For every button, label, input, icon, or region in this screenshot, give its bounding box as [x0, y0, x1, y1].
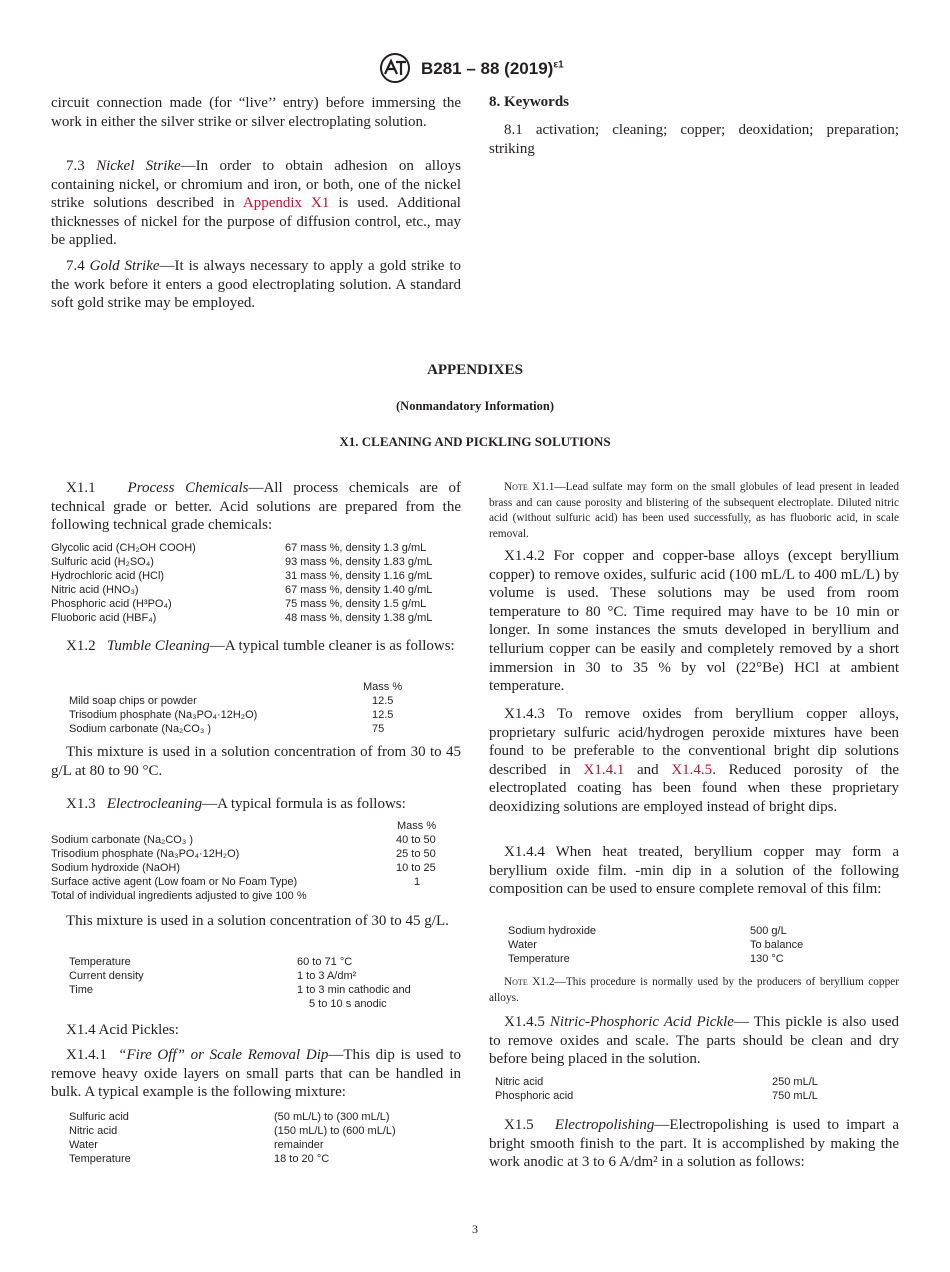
table-row: Sodium carbonate (Na₂CO₃ ) 75	[69, 723, 385, 735]
table-row: Nitric acid (HNO₃) 67 mass %, density 1.40 g/mL	[51, 584, 433, 596]
table-row: Fluoboric acid (HBF₄) 48 mass %, density 1.38 g/mL	[51, 612, 433, 624]
table-header: Mass %	[363, 681, 403, 693]
table-row: Time 1 to 3 min cathodic and	[69, 984, 411, 996]
section-7-3: 7.3 Nickel Strike—In order to obtain adhesion on alloys containing nickel, or chromium and iron, or both, one of the nickel strike solutions described in Appendix X1 is used. Additional thicknesses of nickel for the purpose of diffusion control, etc., may be applied.	[51, 158, 461, 249]
table-row: Sodium hydroxide (NaOH) 10 to 25	[51, 862, 436, 874]
electrocleaning-table	[51, 819, 461, 903]
table-row: 5 to 10 s anodic	[309, 998, 387, 1010]
nitric-phosphoric-table	[495, 1075, 900, 1103]
page-number: 3	[472, 1222, 478, 1236]
para-continuation: circuit connection made (for “live’’ entry) before immersing the work in either the silver strike or silver electroplating solution.	[51, 95, 461, 130]
table-row: Sulfuric acid (50 mL/L) to (300 mL/L)	[69, 1111, 390, 1123]
table-row: Trisodium phosphate (Na₃PO₄·12H₂O) 25 to 50	[51, 848, 436, 860]
note-x1-2: Note X1.2—This procedure is normally used by the producers of beryllium copper alloys.	[489, 976, 899, 1004]
section-7-4: 7.4 Gold Strike—It is always necessary to apply a gold strike to the work before it enters a good electroplating solution. A standard soft gold strike may be employed.	[51, 258, 462, 312]
table-row: Sulfuric acid (H₂SO₄) 93 mass %, density 1.83 g/mL	[51, 556, 433, 568]
table-row: Nitric acid 250 mL/L	[495, 1076, 818, 1088]
table-row: Nitric acid (150 mL/L) to (600 mL/L)	[69, 1125, 396, 1137]
x1-4-5-paragraph: X1.4.5 Nitric-Phosphoric Acid Pickle— This pickle is also used to remove oxides and scale. The parts should be clean and dry before being placed in the solution.	[489, 1014, 899, 1068]
beryllium-table	[508, 924, 900, 966]
x1-3-paragraph: X1.3 Electrocleaning—A typical formula is as follows:	[66, 796, 406, 812]
x1-4-1-link[interactable]: X1.4.1	[583, 761, 625, 778]
table-row: Water To balance	[508, 939, 804, 951]
x1-1-paragraph: X1.1 Process Chemicals—All process chemicals are of technical grade or better. Acid solutions are prepared from the following technical grade chemicals:	[51, 480, 461, 534]
x1-4-1-paragraph: X1.4.1 “Fire Off” or Scale Removal Dip—This dip is used to remove heavy oxide layers on small parts that can be handled in bulk. A typical example is the following mixture:	[51, 1047, 461, 1101]
table-row: Glycolic acid (CH₂OH COOH) 67 mass %, density 1.3 g/mL	[51, 542, 427, 554]
x1-title: X1. CLEANING AND PICKLING SOLUTIONS	[339, 434, 611, 449]
x1-2-paragraph: X1.2 Tumble Cleaning—A typical tumble cleaner is as follows:	[66, 638, 455, 654]
x1-4-3-paragraph: X1.4.3 To remove oxides from beryllium copper alloys, proprietary sulfuric acid/hydrogen peroxide mixtures have been found to be preferable to the conventional bright dip solutions described in X1.4.1 and X1.4.5. Reduced porosity of the electroplated coating has been found when these proprietary deoxidizing solutions are employed instead of bright dips.	[489, 706, 900, 815]
table-row: Phosphoric acid (H³PO₄) 75 mass %, density 1.5 g/mL	[51, 598, 427, 610]
x1-3-after: This mixture is used in a solution concentration of 30 to 45 g/L.	[66, 913, 449, 929]
table-row: Temperature 18 to 20 °C	[69, 1153, 330, 1165]
keywords-text: 8.1 activation; cleaning; copper; deoxidation; preparation; striking	[489, 122, 899, 157]
table-row: Sodium carbonate (Na₂CO₃ ) 40 to 50	[51, 834, 436, 846]
table-row: Temperature 60 to 71 °C	[69, 956, 353, 968]
table-row: Current density 1 to 3 A/dm²	[69, 970, 357, 982]
astm-logo-icon	[377, 52, 413, 84]
x1-2-after: This mixture is used in a solution concentration of from 30 to 45 g/L at 80 to 90 °C.	[51, 744, 461, 779]
table-row: Water remainder	[69, 1139, 324, 1151]
table-row: Sodium hydroxide 500 g/L	[508, 925, 787, 937]
note-x1-1: Note X1.1—Lead sulfate may form on the small globules of lead present in leaded brass and can cause porosity and blistering of the subsequent electroplate. Diluted nitric acid (without sulfuric acid) has been used successfully, as has fluoboric acid, in scale removal.	[489, 481, 899, 540]
table-row: Hydrochloric acid (HCl) 31 mass %, density 1.16 g/mL	[51, 570, 433, 582]
x1-4-heading: X1.4 Acid Pickles:	[66, 1022, 179, 1038]
conditions-table	[69, 955, 461, 1011]
chemicals-table	[51, 541, 461, 625]
designation: B281 – 88 $(2019)^{\varepsilon 1}$	[421, 59, 564, 78]
table-row: Total of individual ingredients adjusted to give 100 %	[51, 890, 307, 902]
appendix-x1-link[interactable]: Appendix X1	[242, 195, 330, 212]
table-row: Surface active agent (Low foam or No Foam Type) 1	[51, 876, 421, 888]
x1-4-5-link[interactable]: X1.4.5	[671, 761, 713, 778]
scale-removal-table	[69, 1110, 461, 1166]
x1-5-paragraph: X1.5 Electropolishing—Electropolishing is used to impart a bright smooth finish to the part. It is accomplished by making the work anodic at 3 to 6 A/dm² in a solution as follows:	[489, 1117, 899, 1171]
table-row: Mild soap chips or powder 12.5	[69, 695, 394, 707]
table-row: Trisodium phosphate (Na₃PO₄·12H₂O) 12.5	[69, 709, 394, 721]
header	[0, 52, 950, 84]
x1-4-2-paragraph: X1.4.2 For copper and copper-base alloys (except beryllium copper) to remove oxides, sulfuric acid (100 mL/L to 400 mL/L) by volume is used. These solutions may be used from room temperature to 80 °C. Time required may have to be 10 min or longer. In some instances the smuts developed in beryllium and tellurium copper can be easily and completely removed by a short immersion in 30 to 35 % by vol (22°Be) HCl at ambient temperature.	[489, 548, 899, 695]
appendix-subtitle: (Nonmandatory Information)	[396, 399, 554, 413]
x1-4-4-paragraph: X1.4.4 When heat treated, beryllium copper may form a beryllium oxide film. -min dip in a solution of the following composition can be used to ensure complete removal of this film:	[489, 844, 899, 898]
table-header: Mass %	[397, 820, 437, 832]
tumble-table	[69, 680, 461, 736]
table-row: Phosphoric acid 750 mL/L	[495, 1090, 818, 1102]
appendix-title: APPENDIXES	[427, 362, 523, 378]
keywords-heading: 8. Keywords	[489, 94, 569, 110]
table-row: Temperature 130 °C	[508, 953, 784, 965]
